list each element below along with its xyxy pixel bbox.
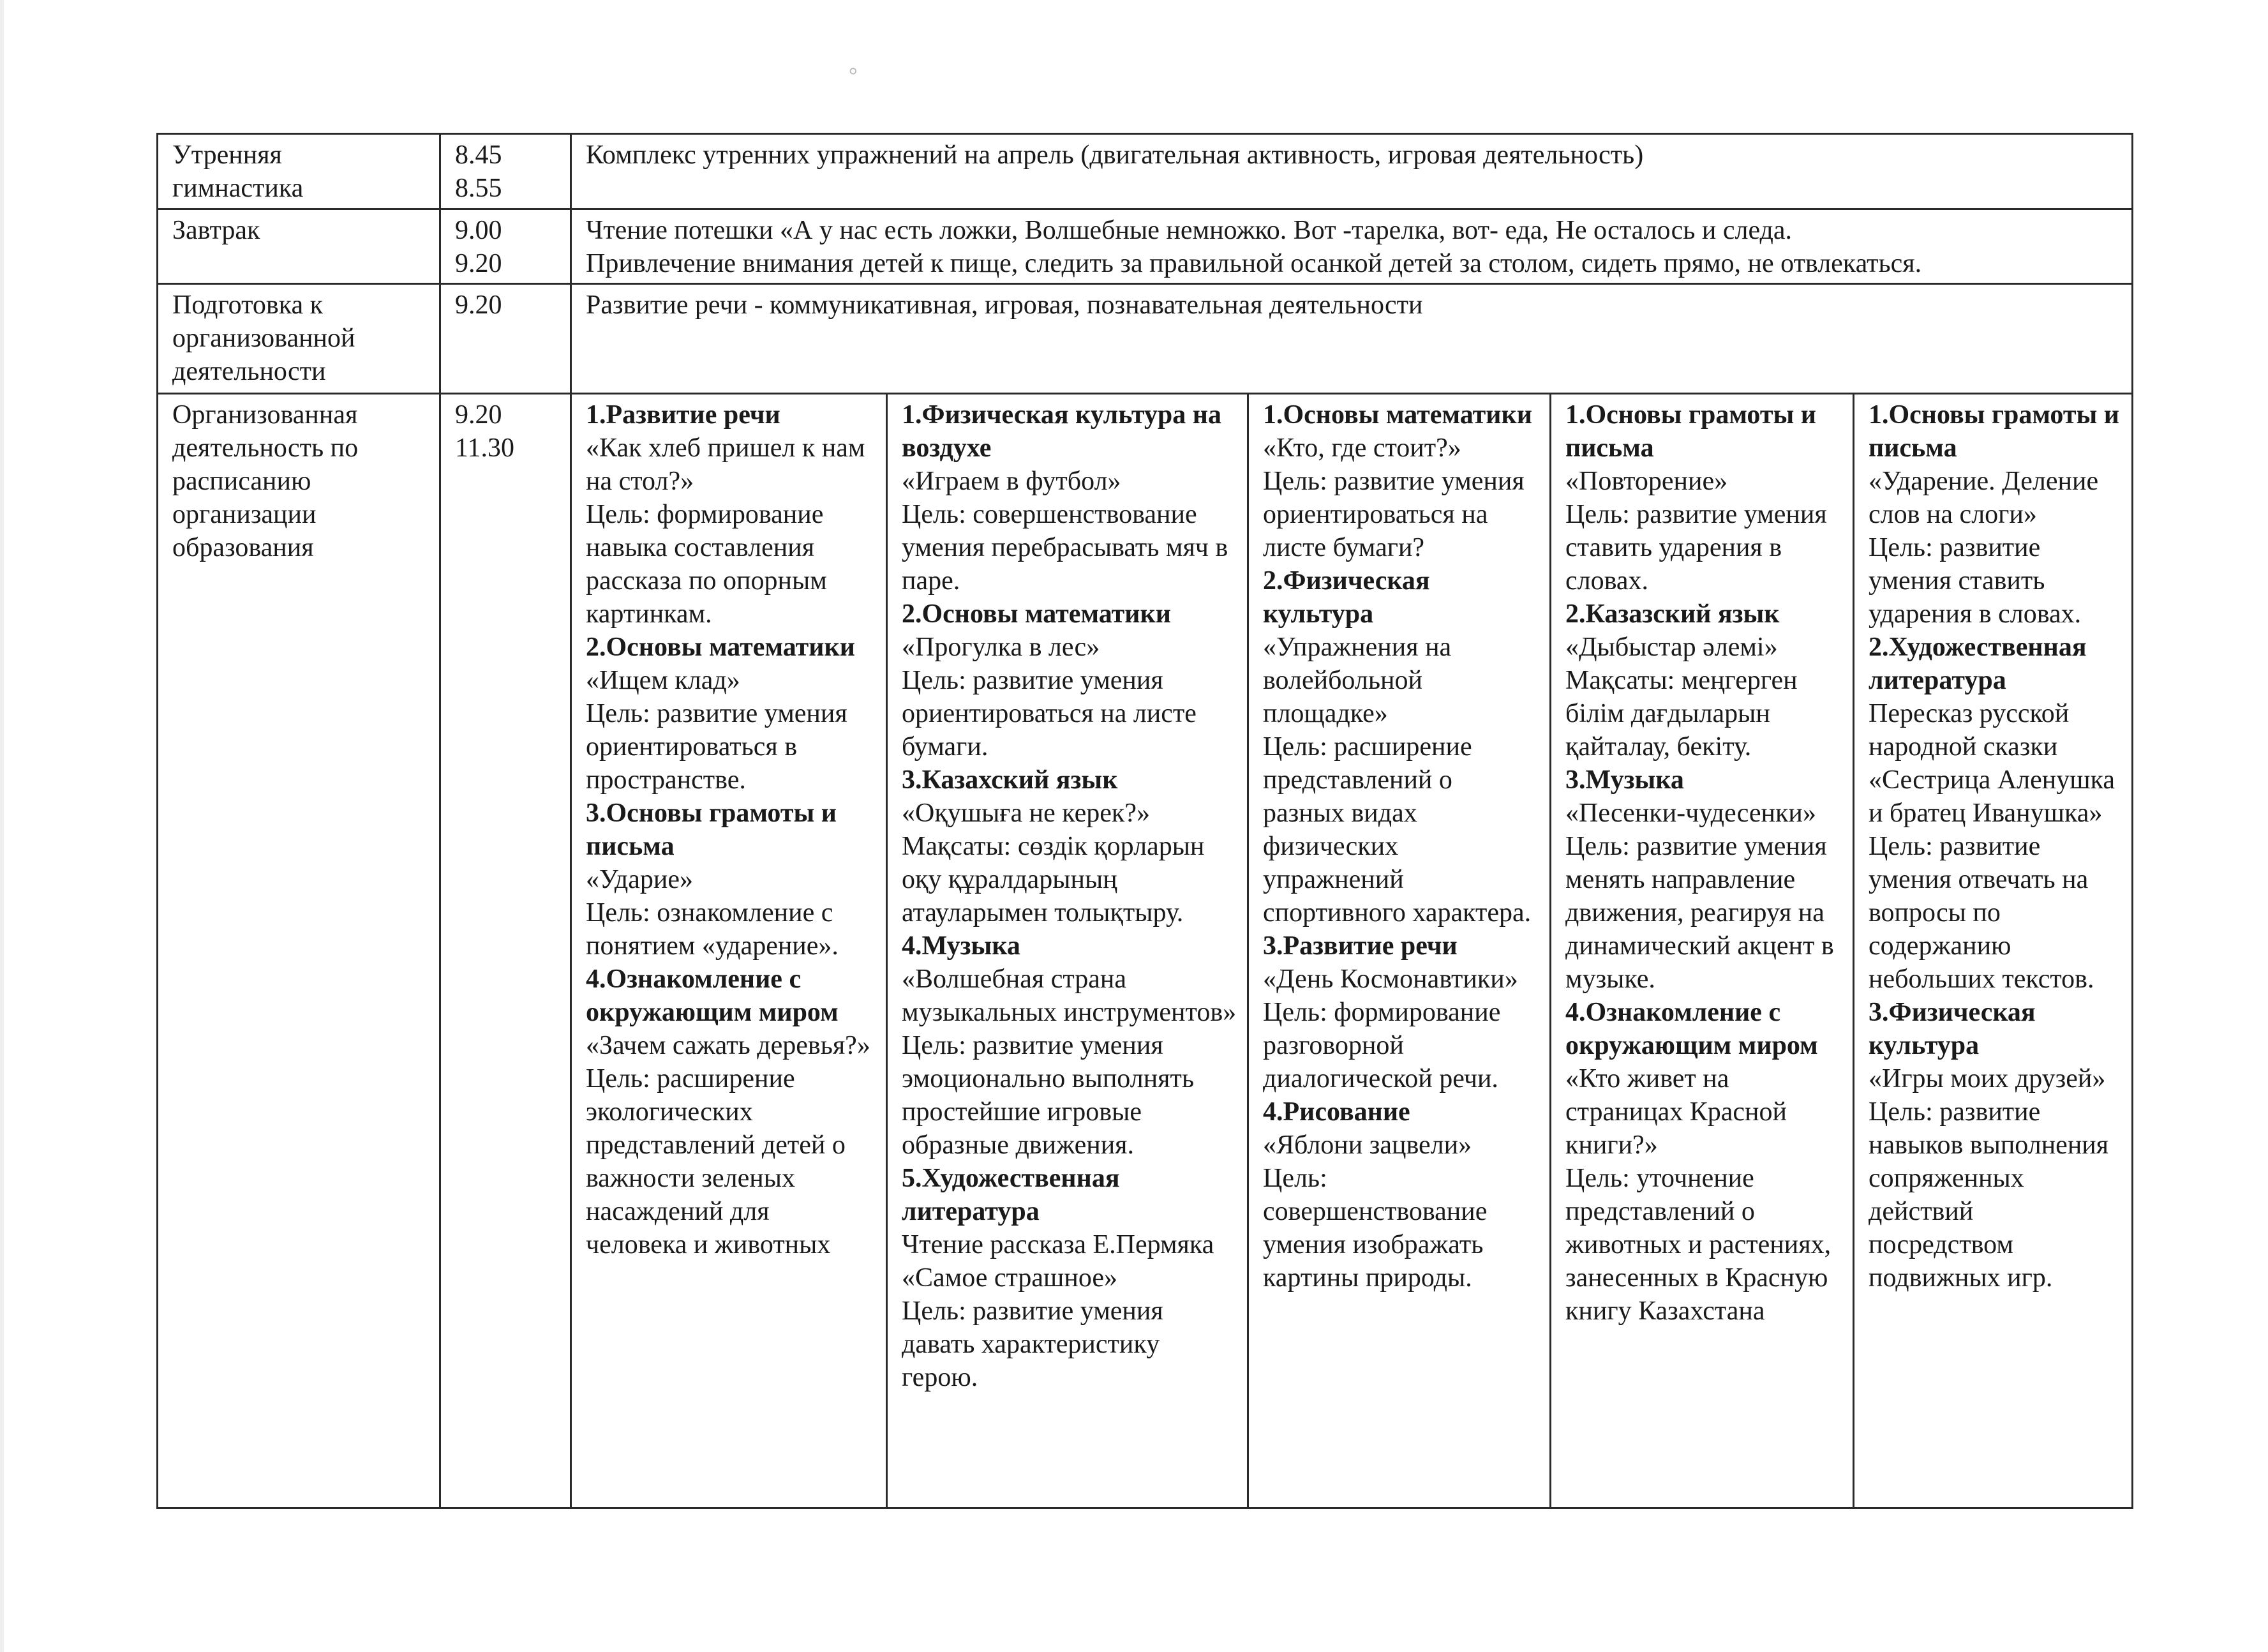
subject-title: 2.Казазский язык — [1565, 599, 1780, 629]
subject-title: 2.Основы математики — [902, 599, 1171, 629]
label-line: Утренняя — [172, 140, 282, 170]
day-2-cell — [887, 394, 1248, 1508]
label-line: Организованная — [172, 400, 358, 430]
topic-text: Чтение рассказа Е.Пермяка «Самое страшное» — [902, 1230, 1214, 1293]
subject-title: 4.Музыка — [902, 931, 1020, 961]
row-organized-activity — [158, 394, 2133, 1508]
subject-title: 3.Основы грамоты и письма — [586, 799, 837, 861]
day-1-cell — [571, 394, 887, 1508]
goal-text: Цель: развитие умения ставить ударения в словах. — [1565, 500, 1827, 596]
label-line: гимнастика — [172, 174, 304, 203]
time-line: 9.20 — [455, 290, 502, 320]
goal-text: Цель: формирование разговорной диалогической речи. — [1263, 998, 1501, 1093]
description-line: Привлечение внимания детей к пище, следить за правильной осанкой детей за столом, сидеть прямо, не отвлекаться. — [586, 249, 1922, 278]
goal-text: Цель: развитие умения эмоционально выполнять простейшие игровые образные движения. — [902, 1031, 1195, 1160]
goal-text: Цель: расширение представлений о разных видах физических упражнений спортивного характера. — [1263, 732, 1532, 927]
description-cell — [571, 134, 2133, 209]
subject-title: 4.Ознакомление с окружающим миром — [1565, 998, 1818, 1060]
description-cell — [571, 284, 2133, 394]
goal-text: Мақсаты: сөздік қорларын оқу құралдарының атауларымен толықтыру. — [902, 832, 1205, 927]
label-line: организации — [172, 500, 317, 529]
subject-title: 3.Музыка — [1565, 765, 1684, 795]
goal-text: Цель: ознакомление с понятием «ударение». — [586, 898, 839, 961]
day-4-cell — [1551, 394, 1854, 1508]
goal-text: Цель: развитие умения ориентироваться на листе бумаги? — [1263, 467, 1525, 562]
goal-text: Цель: развитие умения давать характеристику герою. — [902, 1296, 1163, 1392]
label-line: организованной — [172, 324, 355, 353]
topic-text: «Ударение. Деление слов на слоги» — [1869, 467, 2099, 529]
label-line: деятельность по — [172, 433, 359, 463]
subject-title: 2.Физическая культура — [1263, 566, 1430, 629]
subject-title: 2.Художественная литература — [1869, 633, 2087, 695]
time-cell — [440, 134, 571, 209]
description-text: Комплекс утренних упражнений на апрель (двигательная активность, игровая деятельность) — [586, 140, 1644, 170]
time-cell — [440, 284, 571, 394]
time-line: 8.45 — [455, 140, 502, 170]
row-label — [158, 284, 440, 394]
topic-text: «Кто, где стоит?» — [1263, 433, 1461, 463]
row-label — [158, 394, 440, 1508]
goal-text: Цель: развитие умения ориентироваться на листе бумаги. — [902, 666, 1197, 762]
subject-title: 3.Развитие речи — [1263, 931, 1458, 961]
topic-text: «Оқушыға не керек?» — [902, 799, 1150, 828]
goal-text: Цель: уточнение представлений о животных и растениях, занесенных в Красную книгу Казахстана — [1565, 1164, 1832, 1326]
label-line: деятельности — [172, 357, 326, 386]
time-line: 11.30 — [455, 433, 514, 463]
goal-text: Цель: развитие умения ставить ударения в словах. — [1869, 533, 2082, 629]
label-line: Завтрак — [172, 216, 260, 245]
topic-text: «Прогулка в лес» — [902, 633, 1100, 662]
topic-text: «Повторение» — [1565, 467, 1728, 496]
topic-text: «День Космонавтики» — [1263, 965, 1518, 994]
row-label — [158, 209, 440, 284]
topic-text: «Кто живет на страницах Красной книги?» — [1565, 1064, 1787, 1160]
time-line: 8.55 — [455, 174, 502, 203]
goal-text: Мақсаты: меңгерген білім дағдыларын қайталау, бекіту. — [1565, 666, 1798, 762]
subject-title: 1.Основы грамоты и письма — [1869, 400, 2119, 463]
goal-text: Цель: развитие навыков выполнения сопряженных действий посредством подвижных игр. — [1869, 1097, 2109, 1293]
topic-text: «Песенки-чудесенки» — [1565, 799, 1816, 828]
topic-text: «Дыбыстар әлемі» — [1565, 633, 1778, 662]
scan-speck: ° — [849, 64, 858, 87]
subject-title: 1.Основы математики — [1263, 400, 1532, 430]
time-cell — [440, 209, 571, 284]
topic-text: «Яблони зацвели» — [1263, 1130, 1472, 1160]
topic-text: «Волшебная страна музыкальных инструментов» — [902, 965, 1237, 1027]
goal-text: Цель: совершенствование умения перебрасывать мяч в паре. — [902, 500, 1228, 596]
subject-title: 4.Рисование — [1263, 1097, 1410, 1127]
description-cell — [571, 209, 2133, 284]
goal-text: Цель: развитие умения менять направление движения, реагируя на динамический акцент в музыке. — [1565, 832, 1834, 994]
subject-title: 5.Художественная литература — [902, 1164, 1120, 1226]
topic-text: «Ударие» — [586, 865, 693, 894]
description-line: Чтение потешки «А у нас есть ложки, Волшебные немножко. Вот -тарелка, вот- еда, Не осталось и следа. — [586, 216, 1793, 245]
subject-title: 4.Ознакомление с окружающим миром — [586, 965, 839, 1027]
subject-title: 1.Основы грамоты и письма — [1565, 400, 1816, 463]
subject-title: 2.Основы математики — [586, 633, 855, 662]
topic-text: «Игры моих друзей» — [1869, 1064, 2106, 1093]
goal-text: Цель: развитие умения ориентироваться в пространстве. — [586, 699, 847, 795]
label-line: образования — [172, 533, 314, 562]
label-line: Подготовка к — [172, 290, 324, 320]
subject-title: 1.Физическая культура на воздухе — [902, 400, 1221, 463]
row-preparation — [158, 284, 2133, 394]
goal-text: Цель: формирование навыка составления рассказа по опорным картинкам. — [586, 500, 827, 629]
day-3-cell — [1248, 394, 1551, 1508]
goal-text: Цель: расширение экологических представлений детей о важности зеленых насаждений для человека и животных — [586, 1064, 846, 1259]
time-line: 9.20 — [455, 400, 502, 430]
description-text: Развитие речи - коммуникативная, игровая, познавательная деятельности — [586, 290, 1423, 320]
subject-title: 3.Физическая культура — [1869, 998, 2036, 1060]
goal-text: Цель: развитие умения отвечать на вопросы по содержанию небольших текстов. — [1869, 832, 2094, 994]
subject-title: 3.Казахский язык — [902, 765, 1118, 795]
time-line: 9.00 — [455, 216, 502, 245]
time-line: 9.20 — [455, 249, 502, 278]
time-cell — [440, 394, 571, 1508]
row-morning-gymnastics — [158, 134, 2133, 209]
goal-text: Цель: совершенствование умения изображать картины природы. — [1263, 1164, 1488, 1293]
row-label — [158, 134, 440, 209]
topic-text: «Как хлеб пришел к нам на стол?» — [586, 433, 865, 496]
topic-text: «Упражнения на волейбольной площадке» — [1263, 633, 1452, 728]
daily-schedule-table — [156, 133, 2133, 1509]
row-breakfast — [158, 209, 2133, 284]
subject-title: 1.Развитие речи — [586, 400, 780, 430]
label-line: расписанию — [172, 467, 311, 496]
topic-text: Пересказ русской народной сказки «Сестрица Аленушка и братец Иванушка» — [1869, 699, 2115, 828]
day-5-cell — [1854, 394, 2133, 1508]
topic-text: «Ищем клад» — [586, 666, 740, 695]
topic-text: «Играем в футбол» — [902, 467, 1121, 496]
topic-text: «Зачем сажать деревья?» — [586, 1031, 870, 1060]
